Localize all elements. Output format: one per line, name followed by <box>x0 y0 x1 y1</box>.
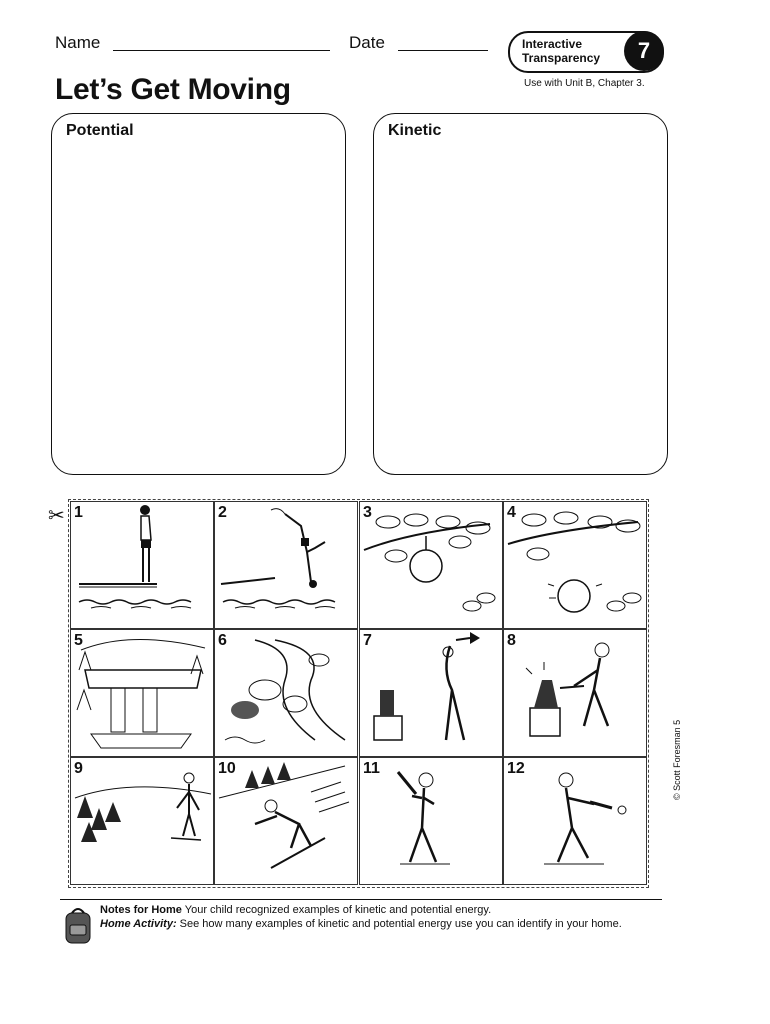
picture-card-3[interactable] <box>359 501 503 629</box>
badge-number: 7 <box>624 31 664 71</box>
dam-waterfall-icon <box>71 630 215 758</box>
apple-falling-icon <box>504 502 648 630</box>
kinetic-box[interactable] <box>373 113 668 475</box>
interactive-transparency-badge <box>508 31 664 73</box>
picture-card-9[interactable] <box>70 757 214 885</box>
card-number: 9 <box>74 760 83 777</box>
name-label: Name <box>55 33 101 52</box>
batter-ready-icon <box>360 758 504 886</box>
card-number: 12 <box>507 760 525 777</box>
notes-for-home <box>100 903 640 931</box>
picture-card-10[interactable] <box>214 757 358 885</box>
name-line <box>113 50 330 51</box>
card-number: 8 <box>507 632 516 649</box>
picture-card-5[interactable] <box>70 629 214 757</box>
badge-line2: Transparency <box>522 51 601 65</box>
apple-on-branch-icon <box>360 502 504 630</box>
use-with-note: Use with Unit B, Chapter 3. <box>524 78 645 89</box>
diver-diving-icon <box>215 502 359 630</box>
picture-card-6[interactable] <box>214 629 358 757</box>
home-activity-label: Home Activity: <box>100 918 177 930</box>
card-number: 6 <box>218 632 227 649</box>
card-number: 3 <box>363 504 372 521</box>
card-number: 4 <box>507 504 516 521</box>
badge-line1: Interactive <box>522 37 583 51</box>
page-title: Let’s Get Moving <box>55 73 291 106</box>
copyright-notice: © Scott Foresman 5 <box>672 719 682 800</box>
backpack-icon <box>60 903 94 952</box>
scissors-icon: ✂ <box>48 505 65 527</box>
picture-card-8[interactable] <box>503 629 647 757</box>
axe-raised-icon <box>360 630 504 758</box>
axe-chopping-icon <box>504 630 648 758</box>
notes-heading: Notes for Home <box>100 904 182 916</box>
card-number: 10 <box>218 760 236 777</box>
potential-box[interactable] <box>51 113 346 475</box>
notes-text: Your child recognized examples of kinetic and potential energy. <box>184 904 492 916</box>
potential-heading: Potential <box>66 122 134 139</box>
picture-card-11[interactable] <box>359 757 503 885</box>
diver-standing-icon <box>71 502 215 630</box>
card-number: 5 <box>74 632 83 649</box>
picture-card-7[interactable] <box>359 629 503 757</box>
kinetic-heading: Kinetic <box>388 122 442 139</box>
skier-downhill-icon <box>215 758 359 886</box>
picture-card-2[interactable] <box>214 501 358 629</box>
notes-divider <box>60 899 662 900</box>
home-activity-text: See how many examples of kinetic and potential energy use you can identify in your home. <box>179 918 622 930</box>
card-number: 2 <box>218 504 227 521</box>
card-number: 11 <box>363 760 380 777</box>
batter-swinging-icon <box>504 758 648 886</box>
skier-standing-icon <box>71 758 215 886</box>
date-line <box>398 50 488 51</box>
picture-card-12[interactable] <box>503 757 647 885</box>
picture-card-1[interactable] <box>70 501 214 629</box>
card-number: 1 <box>74 504 83 521</box>
date-label: Date <box>349 33 385 52</box>
picture-card-grid <box>68 499 649 888</box>
river-rocks-icon <box>215 630 359 758</box>
picture-card-4[interactable] <box>503 501 647 629</box>
card-number: 7 <box>363 632 372 649</box>
